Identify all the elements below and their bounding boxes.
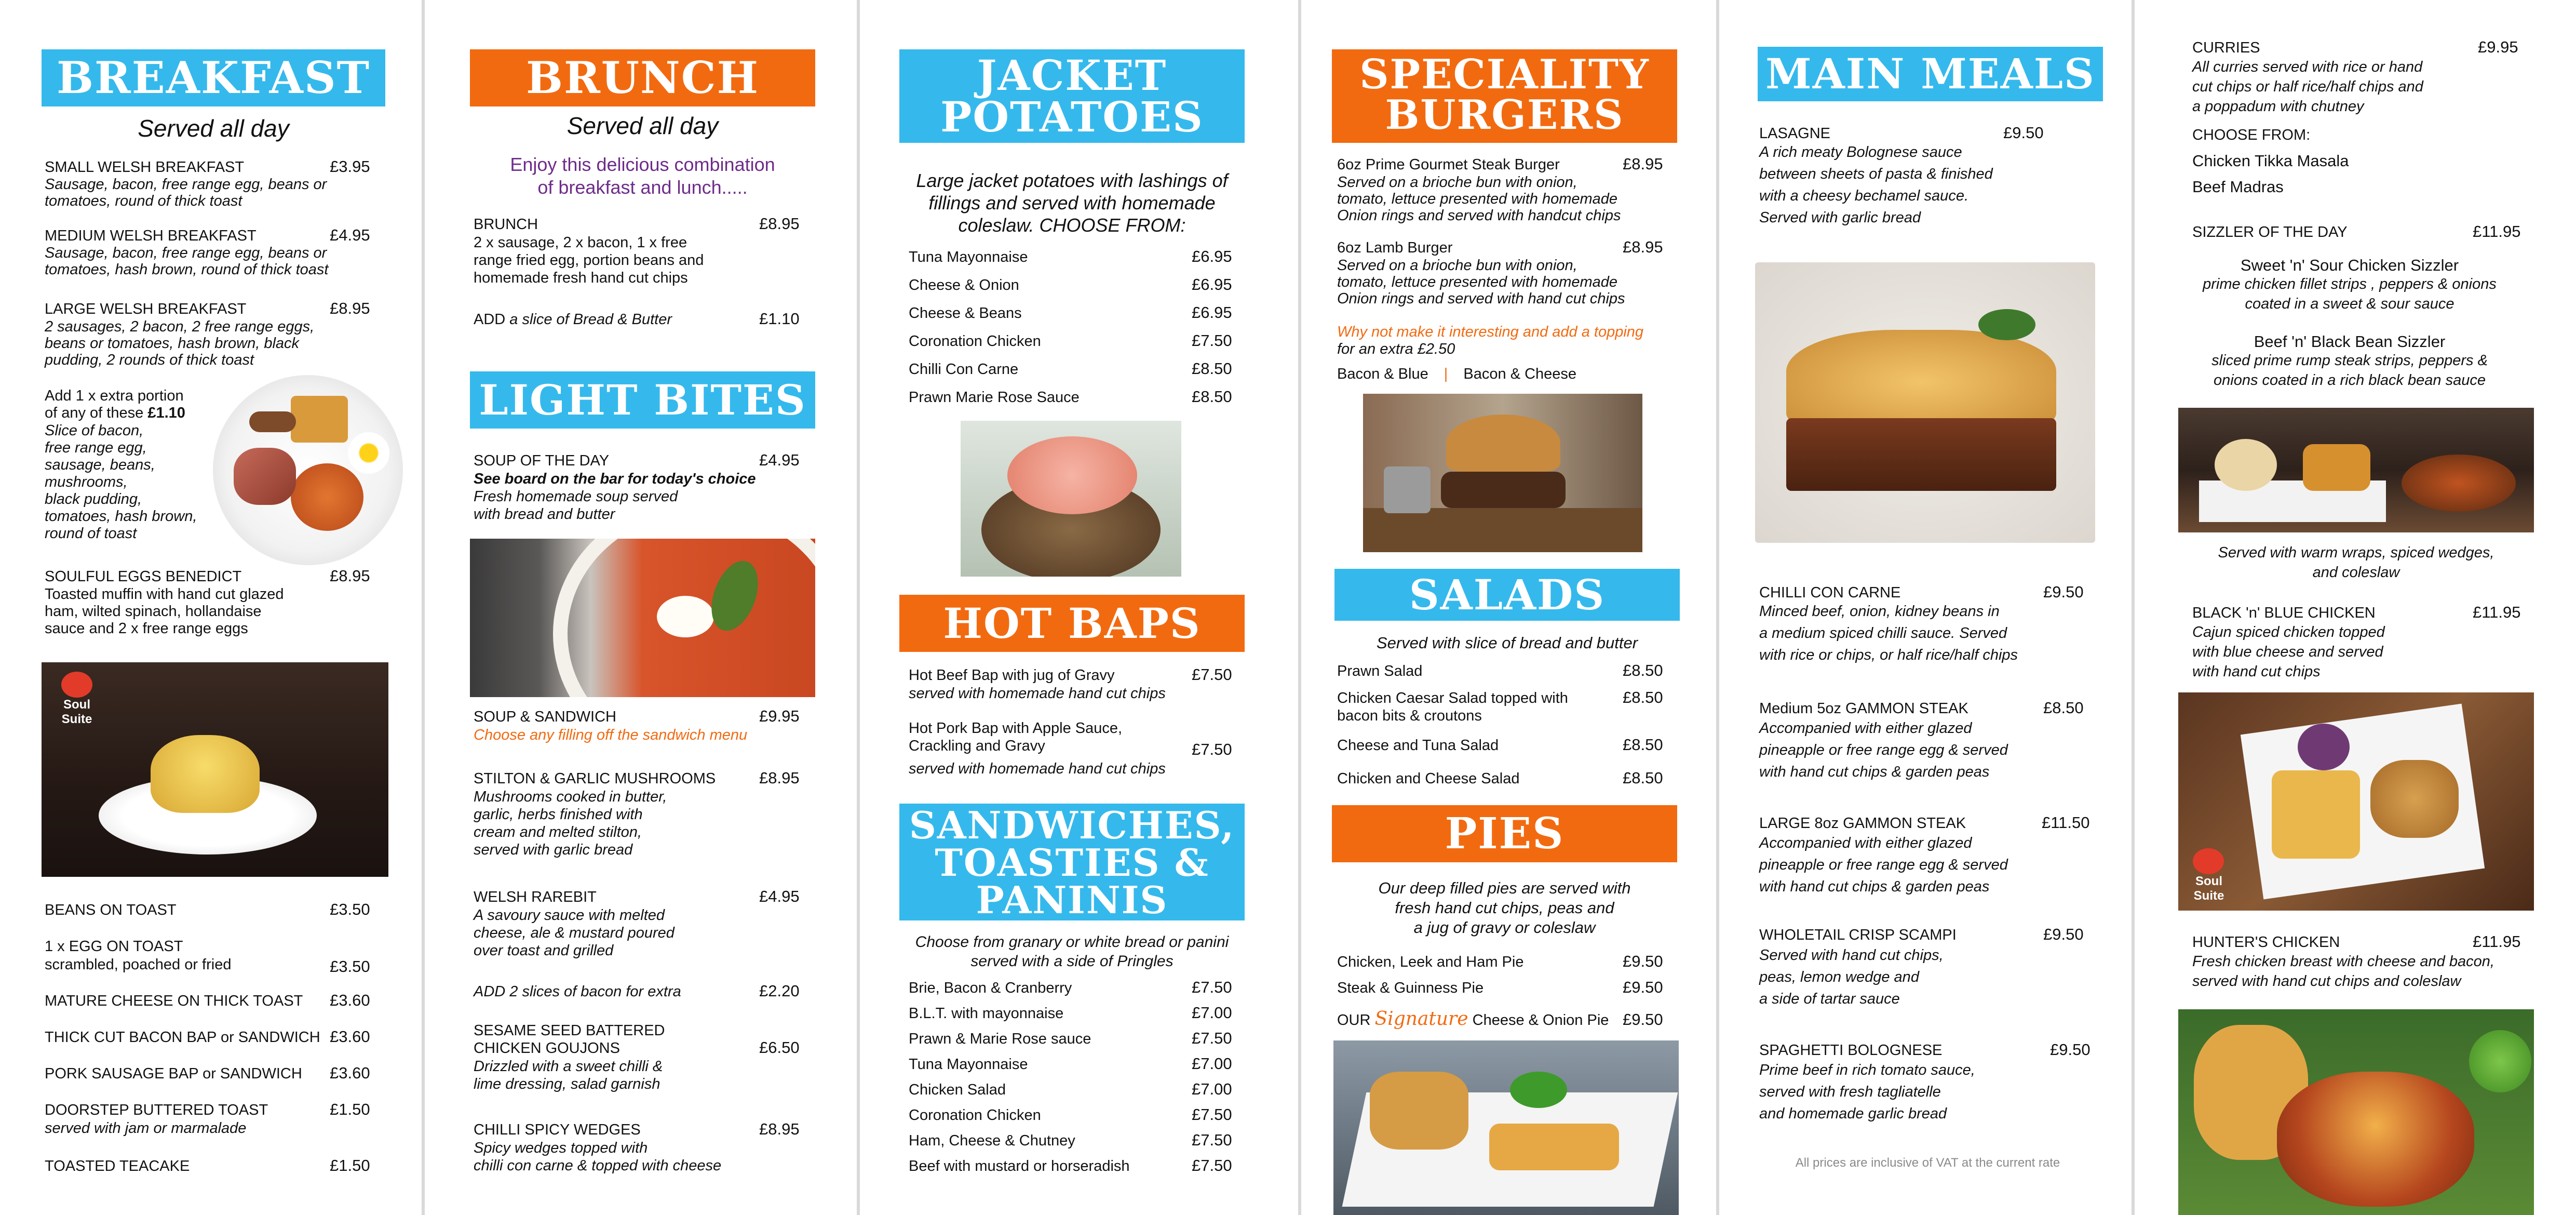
bun-top-shape	[1446, 415, 1560, 472]
menu-item-desc: Accompanied with either glazed	[1759, 835, 1972, 851]
sizzler-title: Beef 'n' Black Bean Sizzler	[2254, 332, 2446, 351]
column-divider	[1298, 0, 1301, 1215]
add-text: a slice of Bread & Butter	[509, 311, 672, 328]
menu-item-desc: with bread and butter	[474, 506, 615, 523]
menu-item-name: Cheese & Beans	[909, 305, 1022, 322]
menu-item-desc: pudding, 2 rounds of thick toast	[45, 352, 254, 368]
brunch-subtitle: Served all day	[567, 112, 719, 139]
blue-chicken-photo	[2178, 692, 2534, 911]
menu-item-name: Chicken and Cheese Salad	[1337, 770, 1520, 787]
menu-item-price: £8.95	[759, 1120, 800, 1138]
menu-item-desc: Served on a brioche bun with onion,	[1337, 257, 1577, 274]
menu-item-price: £7.50	[1192, 1156, 1232, 1174]
menu-item-sub: scrambled, poached or fried	[45, 956, 232, 973]
menu-item-name: Prawn Salad	[1337, 663, 1423, 679]
extra-portion-text: of any of these	[45, 405, 144, 421]
jacket-intro: Large jacket potatoes with lashings of	[916, 170, 1228, 191]
vat-notice: All prices are inclusive of VAT at the current rate	[1795, 1156, 2060, 1170]
menu-item-desc: with rice or chips, or half rice/half chips	[1759, 647, 2018, 663]
sandwiches-intro: served with a side of Pringles	[970, 953, 1174, 970]
jacket-intro: coleslaw. CHOOSE FROM:	[958, 215, 1186, 236]
menu-item-name: STILTON & GARLIC MUSHROOMS	[474, 770, 716, 787]
burgers-header	[1332, 49, 1677, 143]
breakfast-subtitle: Served all day	[138, 115, 289, 142]
menu-item-name: SOUP OF THE DAY	[474, 452, 610, 469]
menu-item-name: THICK CUT BACON BAP or SANDWICH	[45, 1029, 320, 1046]
menu-item-desc: pineapple or free range egg & served	[1759, 742, 2008, 758]
menu-item-desc: a poppadum with chutney	[2192, 98, 2364, 115]
slaw-shape	[2298, 724, 2350, 770]
menu-item-name: WELSH RAREBIT	[474, 889, 597, 905]
breakfast-header: BREAKFAST	[42, 49, 385, 106]
menu-item-price: £8.50	[1623, 736, 1663, 754]
menu-item-price: £8.95	[759, 215, 800, 233]
menu-item-desc: a side of tartar sauce	[1759, 991, 1900, 1007]
menu-item-desc: garlic, herbs finished with	[474, 806, 643, 823]
jacket-intro: fillings and served with homemade	[928, 192, 1216, 213]
menu-item-desc: pineapple or free range egg & served	[1759, 857, 2008, 873]
pies-intro: a jug of gravy or coleslaw	[1413, 918, 1596, 937]
menu-item-name: 6oz Prime Gourmet Steak Burger	[1337, 156, 1560, 173]
menu-item-desc: sauce and 2 x free range eggs	[45, 620, 248, 637]
logo-mark	[61, 672, 92, 698]
brunch-add	[474, 311, 672, 328]
menu-item-name: MEDIUM WELSH BREAKFAST	[45, 228, 257, 244]
header-line: PANINIS	[976, 878, 1168, 922]
skillet-shape	[2402, 455, 2516, 512]
soul-suite-logo	[56, 672, 98, 729]
curry-choose: CHOOSE FROM:	[2192, 127, 2311, 143]
menu-item-name: Ham, Cheese & Chutney	[909, 1132, 1075, 1149]
menu-item-name: Prawn & Marie Rose sauce	[909, 1031, 1091, 1047]
wrap-shape	[2215, 439, 2277, 491]
menu-item-desc: A savoury sauce with melted	[474, 907, 665, 924]
menu-item-desc: between sheets of pasta & finished	[1759, 166, 1993, 182]
menu-item-desc: See board on the bar for today's choice	[474, 471, 756, 487]
header-line: SANDWICHES,	[909, 803, 1235, 847]
menu-item-name: TOASTED TEACAKE	[45, 1158, 190, 1174]
pies-intro: fresh hand cut chips, peas and	[1395, 899, 1614, 917]
menu-item-desc: Accompanied with either glazed	[1759, 720, 1972, 737]
menu-item-desc: Sausage, bacon, free range egg, beans or	[45, 245, 327, 261]
header-line: JACKET	[977, 51, 1167, 100]
menu-item-price: £3.60	[330, 1027, 370, 1046]
chicken-shape	[2277, 1072, 2474, 1207]
menu-item-price: £9.50	[1623, 978, 1663, 996]
menu-item-price: £8.50	[1192, 388, 1232, 406]
menu-item-sub: served with homemade hand cut chips	[909, 760, 1166, 777]
extra-portion-desc: mushrooms,	[45, 474, 128, 490]
patty-shape	[1441, 472, 1566, 508]
sizzler-photo	[2178, 408, 2534, 532]
menu-item-desc: tomatoes, hash brown, round of thick toast	[45, 261, 329, 278]
menu-item-name: Chilli Con Carne	[909, 361, 1019, 378]
menu-item-price: £7.50	[1192, 1131, 1232, 1149]
menu-item-price: £7.50	[1192, 978, 1232, 996]
menu-item-price: £4.95	[759, 451, 800, 469]
menu-item-name: Chicken Caesar Salad topped with	[1337, 690, 1568, 706]
sizzler-desc: sliced prime rump steak strips, peppers &	[2211, 352, 2488, 369]
menu-item-name: Prawn Marie Rose Sauce	[909, 389, 1080, 406]
menu-item-name: B.L.T. with mayonnaise	[909, 1005, 1064, 1022]
menu-item-name: BEANS ON TOAST	[45, 902, 177, 918]
extra-portion-desc: sausage, beans,	[45, 457, 155, 473]
column-divider	[857, 0, 860, 1215]
menu-item-name: SMALL WELSH BREAKFAST	[45, 159, 245, 176]
extra-portion-label	[45, 404, 185, 422]
menu-item-price: £4.95	[330, 226, 370, 244]
header-line: TOASTIES &	[935, 840, 1209, 885]
logo-mark	[2193, 848, 2224, 874]
prawn-shape	[1007, 436, 1137, 514]
menu-item-desc: cut chips or half rice/half chips and	[2192, 78, 2423, 95]
menu-item-price: £6.50	[759, 1038, 800, 1057]
menu-item-name: SIZZLER OF THE DAY	[2192, 224, 2348, 241]
menu-item-desc: a medium spiced chilli sauce. Served	[1759, 625, 2007, 642]
menu-item-desc: tomatoes, round of thick toast	[45, 193, 242, 209]
menu-item-price: £8.50	[2043, 699, 2084, 717]
eggs-benedict-photo	[42, 662, 388, 877]
menu-item-price: £4.95	[759, 887, 800, 905]
menu-item-price: £7.50	[1192, 665, 1232, 684]
menu-item-desc: Toasted muffin with hand cut glazed	[45, 586, 284, 603]
menu-item-name: Crackling and Gravy	[909, 738, 1045, 754]
menu-item-sub: served with homemade hand cut chips	[909, 685, 1166, 702]
extra-portion-label: Add 1 x extra portion	[45, 388, 184, 404]
burger-photo	[1363, 394, 1642, 552]
menu-item-price: £1.10	[759, 310, 800, 328]
main-meals-header: MAIN MEALS	[1758, 47, 2103, 101]
herb-shape	[1978, 309, 2035, 340]
chips-shape	[1489, 1124, 1619, 1170]
lasagne-meat-shape	[1786, 418, 2056, 491]
menu-item-desc: homemade fresh hand cut chips	[474, 270, 688, 286]
menu-item-desc: served with fresh tagliatelle	[1759, 1084, 1941, 1100]
hunters-chicken-photo	[2178, 1009, 2534, 1215]
bacon-shape	[234, 448, 296, 505]
extra-portion-desc: round of toast	[45, 525, 137, 542]
column-divider	[1716, 0, 1719, 1215]
logo-text: Soul	[2195, 874, 2222, 888]
menu-item-desc: Cajun spiced chicken topped	[2192, 624, 2385, 640]
lasagne-photo	[1755, 262, 2095, 543]
menu-item-desc: Mushrooms cooked in butter,	[474, 789, 667, 805]
topping-separator: |	[1444, 366, 1448, 382]
menu-item-desc: Prime beef in rich tomato sauce,	[1759, 1062, 1975, 1078]
menu-item-name: SESAME SEED BATTERED	[474, 1022, 665, 1039]
chips-shape	[2272, 770, 2360, 859]
menu-item-desc: peas, lemon wedge and	[1759, 969, 1919, 985]
menu-item-desc: Onion rings and served with handcut chips	[1337, 207, 1621, 224]
menu-item-price: £7.50	[1192, 1105, 1232, 1124]
menu-item-name: Tuna Mayonnaise	[909, 249, 1028, 265]
menu-item-desc: Spicy wedges topped with	[474, 1140, 648, 1156]
menu-item-price: £8.95	[1623, 238, 1663, 256]
menu-item-desc: ham, wilted spinach, hollandaise	[45, 603, 262, 620]
menu-item-price: £8.95	[1623, 155, 1663, 173]
menu-item-name: Chicken Salad	[909, 1082, 1006, 1098]
menu-item-name: SOULFUL EGGS BENEDICT	[45, 568, 242, 585]
extra-portion-desc: Slice of bacon,	[45, 422, 144, 439]
board-shape	[1363, 508, 1642, 552]
menu-item-name: CHILLI CON CARNE	[1759, 584, 1901, 601]
menu-item-desc: Served with hand cut chips,	[1759, 947, 1944, 964]
header-line: BURGERS	[1385, 91, 1624, 139]
breakfast-plate-photo	[213, 375, 403, 565]
menu-item-name: Hot Pork Bap with Apple Sauce,	[909, 720, 1123, 737]
menu-item-price: £8.95	[759, 769, 800, 787]
menu-item-desc: range fried egg, portion beans and	[474, 252, 704, 269]
sizzler-title: Sweet 'n' Sour Chicken Sizzler	[2240, 256, 2459, 274]
hot-baps-header: HOT BAPS	[899, 595, 1245, 652]
menu-item-desc: cheese, ale & mustard poured	[474, 925, 675, 941]
menu-item-name: Medium 5oz GAMMON STEAK	[1759, 700, 1968, 717]
soup-photo	[470, 539, 815, 697]
menu-item-price: £9.95	[2478, 38, 2518, 56]
jacket-header	[899, 49, 1245, 143]
menu-item-desc: cream and melted stilton,	[474, 824, 642, 840]
menu-item-name: CHILLI SPICY WEDGES	[474, 1121, 641, 1138]
extra-portion-desc: black pudding,	[45, 491, 142, 508]
header-line: SPECIALITY	[1359, 51, 1650, 98]
brunch-intro: Enjoy this delicious combination	[510, 154, 775, 175]
curry-option: Beef Madras	[2192, 178, 2284, 196]
signature-pie	[1337, 1010, 1609, 1029]
topping-option: Bacon & Blue	[1337, 366, 1428, 382]
menu-item-name: ADD 2 slices of bacon for extra	[474, 983, 681, 1000]
menu-item-desc: chilli con carne & topped with cheese	[474, 1157, 722, 1174]
light-bites-header: LIGHT BITES	[470, 371, 815, 429]
menu-item-desc: tomato, lettuce presented with homemade	[1337, 191, 1618, 207]
menu-item-name: PORK SAUSAGE BAP or SANDWICH	[45, 1065, 302, 1082]
logo-text: Suite	[61, 712, 92, 726]
extra-portion-desc: tomatoes, hash brown,	[45, 508, 197, 525]
menu-item-name: LASAGNE	[1759, 125, 1830, 142]
menu-item-desc: with blue cheese and served	[2192, 644, 2383, 660]
menu-item-desc: with hand cut chips	[2192, 663, 2321, 680]
menu-item-price: £3.50	[330, 900, 370, 918]
menu-item-name: Cheese and Tuna Salad	[1337, 737, 1499, 754]
menu-item-desc: Served with garlic bread	[1759, 209, 1921, 226]
menu-item-price: £9.95	[759, 707, 800, 725]
menu-item-price: £3.50	[330, 957, 370, 976]
add-prefix: ADD	[474, 311, 506, 328]
signature-rest: Cheese & Onion Pie	[1472, 1012, 1609, 1029]
menu-item-name: HUNTER'S CHICKEN	[2192, 934, 2340, 951]
menu-item-desc: Minced beef, onion, kidney beans in	[1759, 603, 2000, 620]
menu-item-name: Hot Beef Bap with jug of Gravy	[909, 667, 1115, 684]
signature-our: OUR	[1337, 1012, 1371, 1029]
menu-item-desc: with a cheesy bechamel sauce.	[1759, 188, 1968, 204]
menu-item-price: £6.95	[1192, 275, 1232, 293]
menu-item-price: £1.50	[330, 1100, 370, 1118]
menu-item-price: £6.95	[1192, 247, 1232, 265]
menu-item-price: £3.60	[330, 991, 370, 1009]
soul-suite-logo	[2186, 848, 2232, 905]
signature-word: Signature	[1374, 1008, 1468, 1030]
menu-item-desc: Fresh chicken breast with cheese and bacon,	[2192, 953, 2494, 970]
menu-item-price: £7.50	[1192, 740, 1232, 758]
pot-shape	[1384, 466, 1431, 513]
menu-item-price: £9.50	[2043, 925, 2084, 943]
brunch-header: BRUNCH	[470, 49, 815, 106]
menu-item-name: Brie, Bacon & Cranberry	[909, 980, 1072, 996]
menu-item-name: Beef with mustard or horseradish	[909, 1158, 1130, 1174]
menu-item-desc: beans or tomatoes, hash brown, black	[45, 335, 300, 352]
menu-item-price: £7.00	[1192, 1080, 1232, 1098]
peas-shape	[2469, 1030, 2531, 1092]
wedges-shape	[2303, 444, 2370, 491]
menu-item-price: £8.50	[1623, 769, 1663, 787]
logo-text: Soul	[63, 698, 90, 712]
topping-offer: for an extra £2.50	[1337, 341, 1455, 357]
menu-item-desc: with hand cut chips & garden peas	[1759, 764, 1990, 780]
sandwiches-header	[899, 804, 1245, 920]
jacket-potato-photo	[961, 421, 1181, 577]
sizzler-served: Served with warm wraps, spiced wedges,	[2218, 544, 2494, 561]
menu-item-price: £7.00	[1192, 1004, 1232, 1022]
extra-portion-desc: free range egg,	[45, 439, 147, 456]
menu-item-price: £8.50	[1623, 688, 1663, 706]
menu-item-desc: Served on a brioche bun with onion,	[1337, 174, 1577, 191]
menu-item-desc: Drizzled with a sweet chilli &	[474, 1058, 663, 1075]
menu-item-name: SPAGHETTI BOLOGNESE	[1759, 1042, 1943, 1059]
chicken-shape	[2370, 760, 2459, 838]
menu-item-name: LARGE WELSH BREAKFAST	[45, 301, 247, 317]
menu-item-price: £7.00	[1192, 1054, 1232, 1073]
peas-shape	[1510, 1072, 1567, 1108]
curry-option: Chicken Tikka Masala	[2192, 152, 2349, 170]
menu-item-price: £8.95	[330, 567, 370, 585]
menu-item-name: DOORSTEP BUTTERED TOAST	[45, 1102, 268, 1118]
menu-item-desc: 2 sausages, 2 bacon, 2 free range eggs,	[45, 318, 315, 335]
pies-intro: Our deep filled pies are served with	[1378, 879, 1631, 897]
menu-item-desc: Sausage, bacon, free range egg, beans or	[45, 176, 327, 193]
topping-option: Bacon & Cheese	[1463, 366, 1577, 382]
menu-item-desc: and homemade garlic bread	[1759, 1105, 1947, 1122]
food-shape	[151, 735, 260, 813]
salads-subtitle: Served with slice of bread and butter	[1376, 634, 1638, 652]
extra-portion-price: £1.10	[147, 405, 185, 421]
sizzler-desc: onions coated in a rich black bean sauce	[2214, 372, 2486, 389]
menu-item-name: Tuna Mayonnaise	[909, 1056, 1028, 1073]
menu-item-price: £8.95	[330, 299, 370, 317]
menu-item-price: £9.50	[1623, 1010, 1663, 1029]
menu-item-desc: lime dressing, salad garnish	[474, 1076, 660, 1092]
brunch-intro: of breakfast and lunch.....	[537, 177, 748, 198]
menu-item-price: £7.50	[1192, 1029, 1232, 1047]
menu-item-price: £9.50	[2050, 1040, 2091, 1059]
menu-item-name: Steak & Guinness Pie	[1337, 980, 1484, 996]
pies-header: PIES	[1332, 805, 1677, 862]
menu-item-price: £7.50	[1192, 331, 1232, 350]
menu-item-name: BRUNCH	[474, 216, 538, 233]
menu-item-name: Coronation Chicken	[909, 1107, 1041, 1124]
menu-item-price: £9.50	[2003, 124, 2044, 142]
menu-item-price: £11.95	[2473, 603, 2521, 621]
menu-item-desc: A rich meaty Bolognese sauce	[1759, 144, 1962, 161]
column-divider	[2132, 0, 2135, 1215]
sizzler-desc: coated in a sweet & sour sauce	[2245, 296, 2454, 312]
menu-item-desc: over toast and grilled	[474, 942, 614, 959]
sausage-shape	[249, 411, 296, 432]
menu-item-price: £2.20	[759, 982, 800, 1000]
menu-item-name: CHICKEN GOUJONS	[474, 1040, 620, 1057]
menu-item-desc: All curries served with rice or hand	[2192, 59, 2423, 75]
menu-item-name: SOUP & SANDWICH	[474, 709, 617, 725]
sizzler-desc: prime chicken fillet strips , peppers & onions	[2203, 276, 2497, 292]
menu-item-price: £9.50	[2043, 583, 2084, 601]
menu-item-sub: served with jam or marmalade	[45, 1120, 247, 1137]
beans-shape	[291, 463, 363, 531]
salads-header: SALADS	[1334, 569, 1680, 621]
menu-item-desc: served with garlic bread	[474, 842, 633, 858]
sandwiches-intro: Choose from granary or white bread or panini	[915, 933, 1229, 951]
menu-item-price: £11.95	[2473, 222, 2521, 241]
menu-item-desc: served with hand cut chips and coleslaw	[2192, 973, 2461, 990]
menu-item-name: LARGE 8oz GAMMON STEAK	[1759, 815, 1966, 832]
column-divider	[422, 0, 425, 1215]
menu-item-price: £8.50	[1192, 359, 1232, 378]
menu-item-desc: tomato, lettuce presented with homemade	[1337, 274, 1618, 290]
cream-shape	[657, 596, 714, 637]
pie-shape	[1370, 1072, 1468, 1150]
menu-item-price: £9.50	[1623, 952, 1663, 970]
menu-item-name: Cheese & Onion	[909, 277, 1019, 293]
menu-item-name: bacon bits & croutons	[1337, 707, 1482, 724]
menu-item-desc: Choose any filling off the sandwich menu	[474, 727, 748, 743]
menu-item-name: Coronation Chicken	[909, 333, 1041, 350]
menu-item-name: WHOLETAIL CRISP SCAMPI	[1759, 927, 1957, 943]
menu-item-price: £11.50	[2042, 813, 2090, 832]
topping-options	[1337, 365, 1576, 383]
topping-offer: Why not make it interesting and add a topping	[1337, 324, 1644, 340]
menu-item-price: £3.60	[330, 1064, 370, 1082]
header-line: POTATOES	[940, 92, 1204, 141]
menu-item-price: £8.50	[1623, 661, 1663, 679]
menu-item-price: £11.95	[2473, 932, 2521, 951]
menu-item-desc: with hand cut chips & garden peas	[1759, 878, 1990, 895]
toast-shape	[291, 396, 348, 443]
menu-item-price: £3.95	[330, 157, 370, 176]
logo-text: Suite	[2193, 889, 2224, 903]
menu-item-name: 6oz Lamb Burger	[1337, 239, 1453, 256]
menu-item-price: £6.95	[1192, 303, 1232, 322]
pie-photo	[1333, 1040, 1679, 1215]
menu-item-name: CURRIES	[2192, 39, 2260, 56]
menu-item-name: BLACK 'n' BLUE CHICKEN	[2192, 605, 2376, 621]
menu-item-desc: Fresh homemade soup served	[474, 488, 678, 505]
menu-item-desc: Onion rings and served with hand cut chips	[1337, 290, 1625, 307]
egg-shape	[348, 432, 389, 474]
sizzler-served: and coleslaw	[2312, 564, 2400, 581]
menu-item-name: 1 x EGG ON TOAST	[45, 938, 183, 955]
menu-item-name: Chicken, Leek and Ham Pie	[1337, 954, 1524, 970]
menu-item-name: MATURE CHEESE ON THICK TOAST	[45, 993, 303, 1009]
menu-item-desc: 2 x sausage, 2 x bacon, 1 x free	[474, 234, 687, 251]
menu-item-price: £1.50	[330, 1156, 370, 1174]
